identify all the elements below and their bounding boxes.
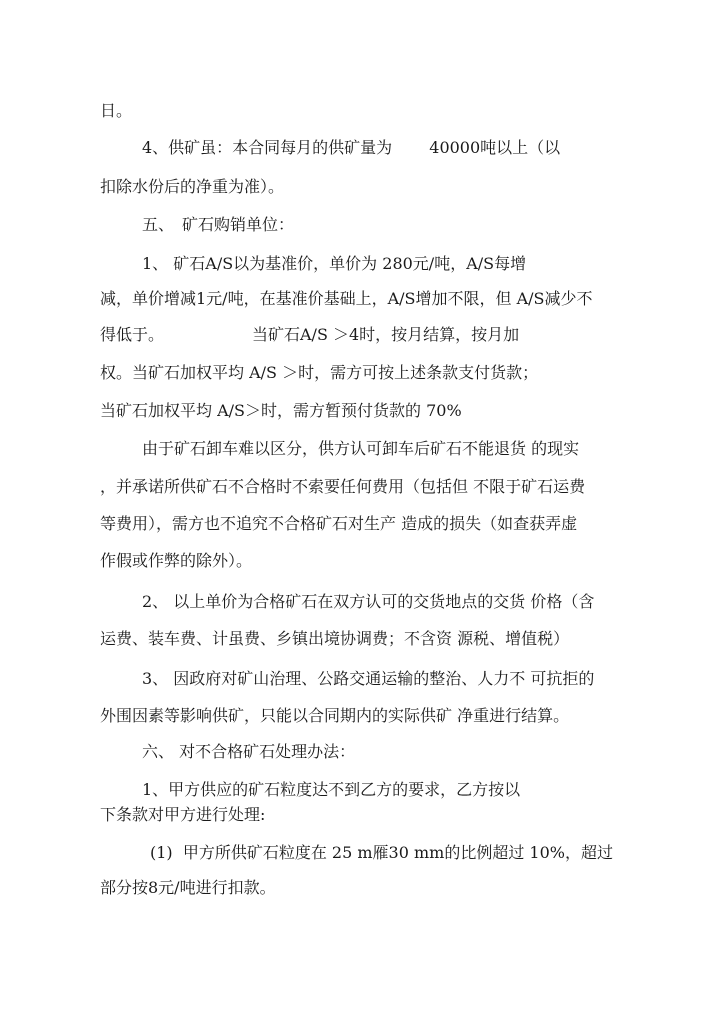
text-line: 运费、装车费、计虽费、乡镇出境协调费；不含资 源税、增值税） bbox=[100, 629, 570, 648]
text-line: 权。当矿石加权平均 A/S ＞时，需方可按上述条款支付货款； bbox=[100, 363, 539, 382]
text-line: 等费用），需方也不追究不合格矿石对生产 造成的损失（如查获弄虚 bbox=[100, 514, 578, 533]
text-line: (1) 甲方所供矿石粒度在 25 m雁30 mm的比例超过 10%，超过 bbox=[150, 843, 613, 862]
text-line: 1、甲方供应的矿石粒度达不到乙方的要求，乙方按以 bbox=[142, 780, 521, 799]
text-line: 部分按8元/吨进行扣款。 bbox=[100, 878, 276, 897]
text-line: 得低于。 当矿石A/S ＞4时，按月结算，按月加 bbox=[100, 325, 520, 344]
text-line: 4、供矿虽：本合同每月的供矿量为 40000吨以上（以 bbox=[142, 138, 561, 157]
text-line: 当矿石加权平均 A/S＞时，需方暂预付货款的 70% bbox=[100, 401, 462, 420]
text-line: 2、 以上单价为合格矿石在双方认可的交货地点的交货 价格（含 bbox=[142, 592, 595, 611]
text-line: 下条款对甲方进行处理: bbox=[100, 805, 266, 824]
text-line: 减，单价增减1元/吨，在基准价基础上，A/S增加不限，但 A/S减少不 bbox=[100, 289, 593, 308]
text-line: 1、 矿石A/S以为基准价，单价为 280元/吨，A/S每增 bbox=[142, 254, 527, 273]
text-line: 由于矿石卸车难以区分，供方认可卸车后矿石不能退货 的现实 bbox=[142, 439, 580, 458]
section-heading: 六、 对不合格矿石处理办法： bbox=[142, 742, 356, 761]
text-line: 作假或作弊的除外）。 bbox=[100, 551, 253, 570]
text-line: 外围因素等影响供矿，只能以合同期内的实际供矿 净重进行结算。 bbox=[100, 706, 570, 725]
section-heading: 五、 矿石购销单位： bbox=[142, 215, 295, 234]
text-line: 扣除水份后的净重为准）。 bbox=[100, 177, 285, 196]
text-line: 3、 因政府对矿山治理、公路交通运输的整治、人力不 可抗拒的 bbox=[142, 669, 595, 688]
text-line: 日。 bbox=[100, 101, 133, 120]
text-line: ，并承诺所供矿石不合格时不索要任何费用（包括但 不限于矿石运费 bbox=[100, 477, 586, 496]
